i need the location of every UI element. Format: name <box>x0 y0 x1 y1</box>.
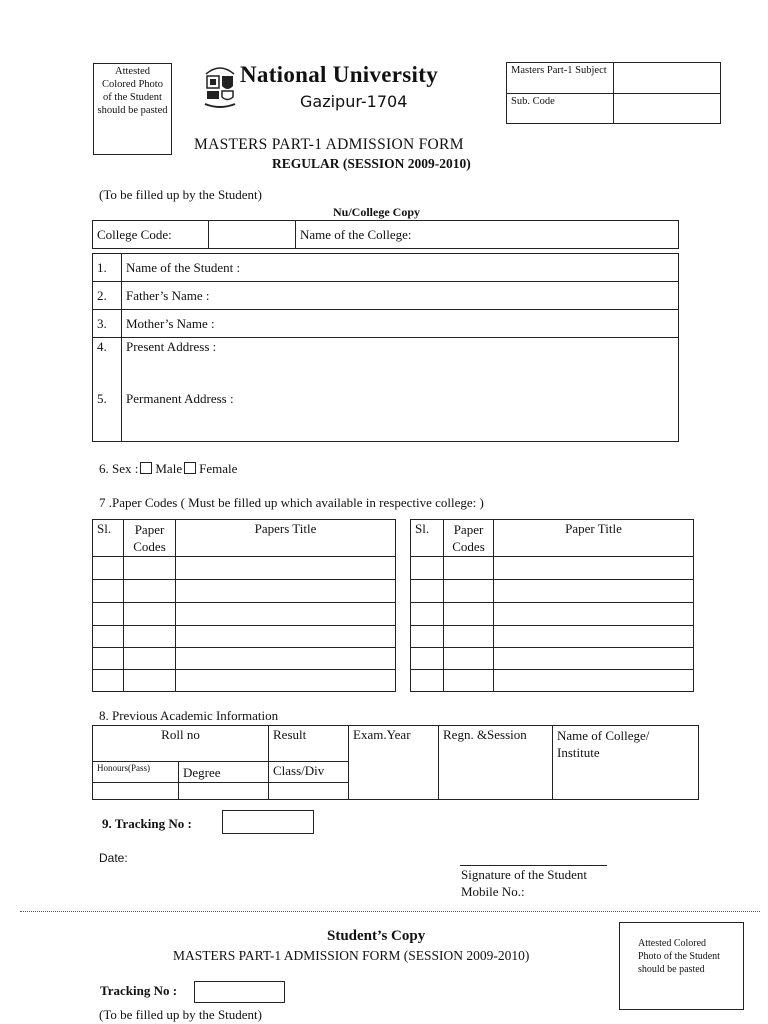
paper-codes-header: Paper Codes <box>444 520 494 557</box>
table-row <box>93 254 679 282</box>
student-copy-title: Student’s Copy <box>327 928 426 944</box>
table-row[interactable] <box>411 648 694 670</box>
mother-name-label[interactable]: Mother’s Name : <box>122 310 679 338</box>
table-row <box>93 338 679 390</box>
university-logo-icon <box>203 64 237 112</box>
female-checkbox[interactable] <box>184 462 196 474</box>
student-copy-photo-text: Attested Colored Photo of the Student should be pasted <box>638 938 720 975</box>
student-copy-fill-note: (To be filled up by the Student) <box>99 1007 263 1022</box>
roll-no-header: Roll no <box>93 726 269 762</box>
table-row <box>93 310 679 338</box>
mobile-label: Mobile No.: <box>461 884 525 899</box>
university-address: Gazipur-1704 <box>300 92 408 111</box>
class-div-label: Class/Div <box>269 762 349 783</box>
subcode-label: Sub. Code <box>507 94 614 124</box>
student-copy-tracking-label: Tracking No : <box>100 983 178 998</box>
copy-title: Nu/College Copy <box>333 205 420 219</box>
table-row[interactable] <box>93 670 396 692</box>
academic-heading: 8. Previous Academic Information <box>99 708 279 723</box>
photo-box <box>93 63 172 155</box>
male-label: Male <box>155 461 183 476</box>
academic-table <box>92 725 699 800</box>
college-row <box>92 220 679 249</box>
paper-codes-heading: 7 .Paper Codes ( Must be filled up which available in respective college: ) <box>99 495 484 510</box>
cut-line-divider <box>20 911 760 912</box>
papers-title-header: Papers Title <box>176 520 396 557</box>
student-copy-photo-box <box>619 922 744 1010</box>
table-row[interactable] <box>93 626 396 648</box>
degree-label: Degree <box>179 762 269 783</box>
table-row[interactable] <box>411 557 694 580</box>
student-copy-tracking-input[interactable] <box>194 981 285 1003</box>
row-number: 3. <box>93 310 122 338</box>
table-row[interactable] <box>93 557 396 580</box>
subcode-field[interactable] <box>614 94 721 124</box>
female-label: Female <box>199 461 238 476</box>
photo-box-text: Attested Colored Photo of the Student should be pasted <box>97 66 168 116</box>
row-number: 4. <box>93 338 122 390</box>
table-row[interactable] <box>93 648 396 670</box>
college-code-label: College Code: <box>93 221 209 249</box>
result-header: Result <box>269 726 349 762</box>
paper-codes-right-table <box>410 519 694 692</box>
table-row[interactable] <box>411 626 694 648</box>
row-number: 1. <box>93 254 122 282</box>
tracking-label: 9. Tracking No : <box>102 816 192 831</box>
table-row[interactable] <box>93 580 396 603</box>
table-row <box>93 282 679 310</box>
student-name-label[interactable]: Name of the Student : <box>122 254 679 282</box>
table-row[interactable] <box>93 603 396 626</box>
paper-title-header: Paper Title <box>494 520 694 557</box>
subject-box <box>506 62 721 124</box>
paper-codes-left-table <box>92 519 396 692</box>
honours-label: Honours(Pass) <box>93 762 179 783</box>
present-address-label[interactable]: Present Address : <box>122 338 679 390</box>
university-name: National University <box>240 62 438 87</box>
college-name-label: Name of the College: <box>296 221 679 249</box>
college-institute-header: Name of College/ Institute <box>553 726 699 800</box>
row-number: 5. <box>93 390 122 442</box>
sex-field <box>99 461 237 477</box>
signature-label: Signature of the Student <box>461 867 588 882</box>
subject-field[interactable] <box>614 63 721 94</box>
date-label: Date: <box>99 851 128 865</box>
father-name-label[interactable]: Father’s Name : <box>122 282 679 310</box>
table-row[interactable] <box>411 670 694 692</box>
table-row <box>93 390 679 442</box>
signature-line <box>460 865 607 866</box>
permanent-address-label[interactable]: Permanent Address : <box>122 390 679 442</box>
table-row[interactable] <box>411 580 694 603</box>
student-info-table <box>92 253 679 442</box>
sl-header: Sl. <box>93 520 124 557</box>
session-title: REGULAR (SESSION 2009-2010) <box>272 156 471 171</box>
form-title: MASTERS PART-1 ADMISSION FORM <box>194 136 464 153</box>
sl-header: Sl. <box>411 520 444 557</box>
regn-session-header: Regn. &Session <box>439 726 553 800</box>
subject-label: Masters Part-1 Subject <box>507 63 614 94</box>
tracking-input[interactable] <box>222 810 314 834</box>
college-code-field[interactable] <box>209 221 296 249</box>
paper-codes-header: Paper Codes <box>124 520 176 557</box>
exam-year-header: Exam.Year <box>349 726 439 800</box>
fill-note: (To be filled up by the Student) <box>99 187 263 202</box>
table-row[interactable] <box>411 603 694 626</box>
sex-label: 6. Sex : <box>99 461 139 476</box>
row-number: 2. <box>93 282 122 310</box>
student-copy-form-title: MASTERS PART-1 ADMISSION FORM (SESSION 2009-2010) <box>173 948 530 963</box>
male-checkbox[interactable] <box>140 462 152 474</box>
